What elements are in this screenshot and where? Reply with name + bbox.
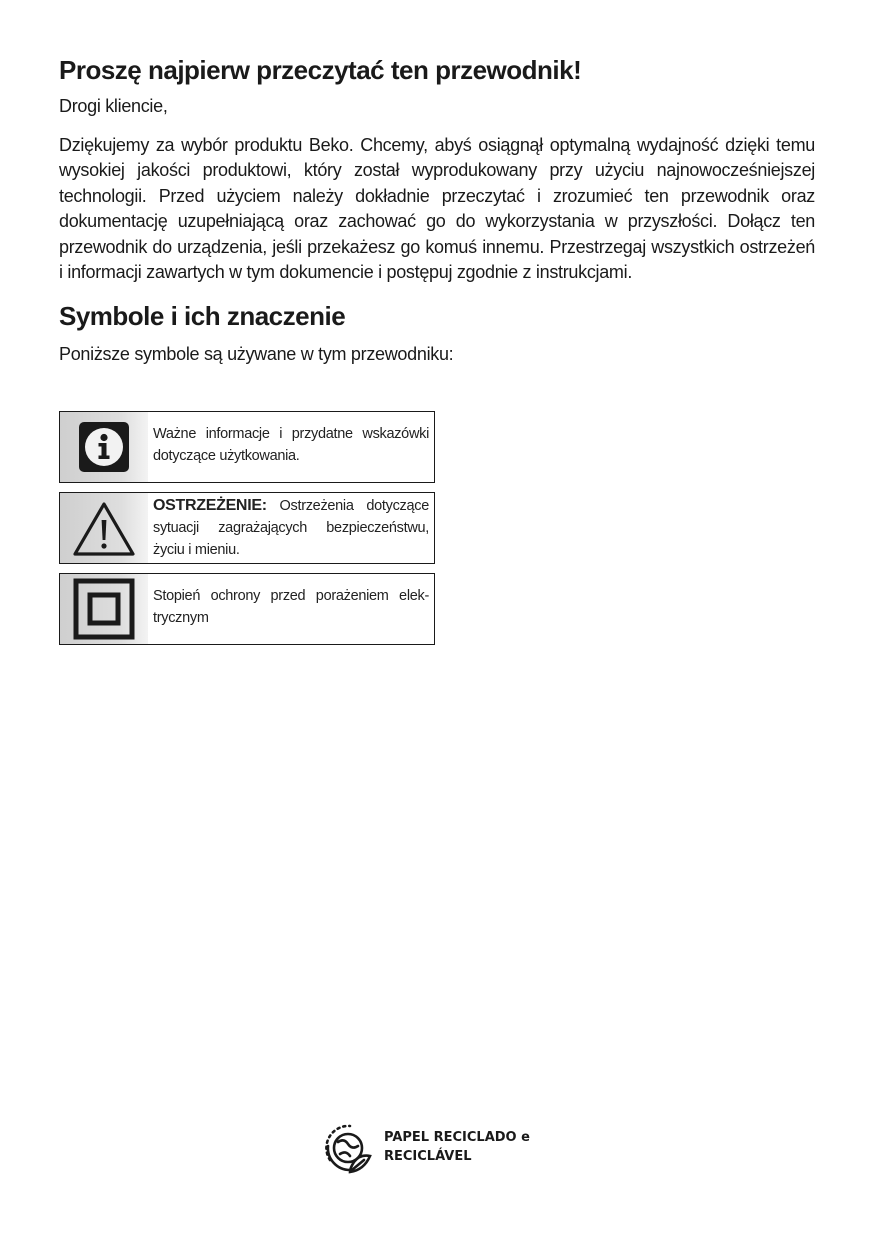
symbols-heading: Symbole i ich znaczenie xyxy=(59,300,346,331)
recycled-paper-badge xyxy=(320,1116,530,1178)
symbol-row-info xyxy=(59,411,435,483)
greeting: Drogi kliencie, xyxy=(59,96,168,116)
symbol-row-insulation xyxy=(59,573,435,645)
warning-triangle-icon xyxy=(71,498,137,558)
page-title: Proszę najpierw przeczytać ten przewodnik! xyxy=(59,55,582,85)
intro-paragraph: Dziękujemy za wybór produktu Beko. Chcemy, abyś osiągnął optymalną wydajność dzięki temu wysokiej jakości produktowi, który został wyprodukowany przy użyciu najnowocześniejszej technologii. Przed użyciem należy dokładnie przeczytać i zrozumieć ten przewodnik oraz dokumentację uzupełniającą oraz zachować go do wykorzystania w przyszłości. Dołącz ten przewodnik do urządzenia, jeśli przekażesz go komuś innemu. Przestrzegaj wszystkich ostrzeżeń i informacji zawartych w tym dokumencie i postępuj zgodnie z instrukcjami. xyxy=(59,134,815,282)
symbol-row-warning xyxy=(59,492,435,564)
symbols-intro: Poniższe symbole są używane w tym przewodniku: xyxy=(59,343,454,364)
symbol-text: OSTRZEŻENIE: Ostrzeżenia dotyczące sytuacji zagrażających bezpieczeństwu, życiu i mieniu. xyxy=(153,497,429,558)
recycled-paper-label: PAPEL RECICLADO e RECICLÁVEL xyxy=(384,1130,530,1164)
symbol-text: Ważne informacje i przydatne wskazówki dotyczące użytkowania. xyxy=(153,426,429,464)
recycled-paper-icon xyxy=(320,1116,378,1178)
page-content xyxy=(59,50,815,367)
info-icon xyxy=(76,419,132,475)
double-insulation-icon xyxy=(73,578,135,640)
symbol-text: Stopień ochrony przed porażeniem elek-trycznym xyxy=(153,588,429,626)
symbols-table xyxy=(59,411,435,654)
